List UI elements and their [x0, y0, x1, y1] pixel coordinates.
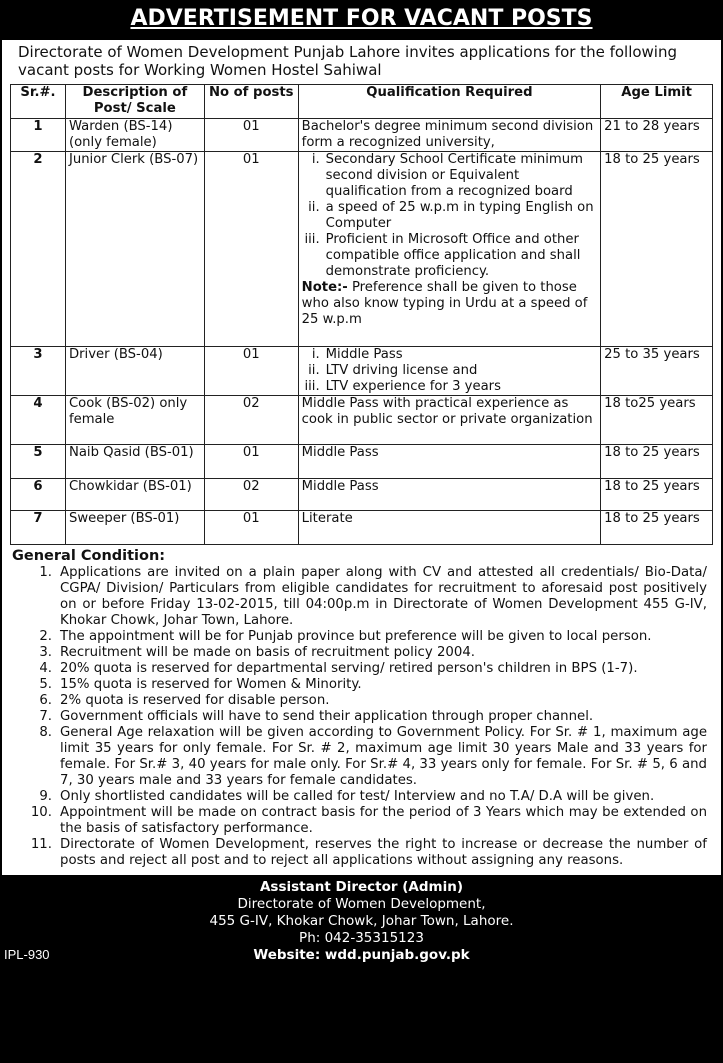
qualification-text: Bachelor's degree minimum second division form a recognized university, [301, 119, 594, 150]
item-number: i. [311, 347, 320, 362]
post-description: Naib Qasid (BS-01) [65, 445, 204, 479]
conditions-list [10, 565, 713, 869]
footer-band [0, 875, 723, 968]
post-description: Cook (BS-02) only female [65, 396, 204, 445]
column-header: Description of Post/ Scale [65, 85, 204, 119]
condition-item [10, 725, 707, 789]
qualification-text: Middle Pass [301, 479, 379, 494]
age-limit: 18 to 25 years [601, 445, 713, 479]
qualification-item [302, 200, 597, 232]
item-text: a speed of 25 w.p.m in typing English on Computer [325, 200, 594, 231]
condition-item [10, 709, 707, 725]
table-row [11, 347, 713, 396]
age-limit: 21 to 28 years [601, 119, 713, 152]
designation: Assistant Director (Admin) [259, 879, 463, 895]
intro-text: Directorate of Women Development Punjab Lahore invites applications for the following vacant posts for Working Women Hostel Sahiwal [18, 43, 678, 79]
item-text: Middle Pass [325, 347, 403, 362]
qualification-list [302, 152, 597, 280]
number-of-posts: 01 [204, 445, 298, 479]
condition-text: The appointment will be for Punjab province but preference will be given to local person. [60, 629, 652, 644]
number-of-posts: 02 [204, 396, 298, 445]
qualification-list [302, 347, 597, 395]
qualification-text: Middle Pass with practical experience as cook in public sector or private organization [301, 396, 593, 427]
qualification [298, 396, 600, 445]
condition-text: 2% quota is reserved for disable person. [60, 693, 330, 708]
qualification-text: Middle Pass [301, 445, 379, 460]
item-text: Secondary School Certificate minimum second division or Equivalent qualification from a recognized board [325, 152, 583, 199]
phone: Ph: 042-35315123 [299, 930, 424, 946]
condition-number: 5. [39, 677, 52, 692]
number-of-posts: 02 [204, 479, 298, 511]
address: 455 G-IV, Khokar Chowk, Johar Town, Lahore. [209, 913, 514, 929]
header-row [11, 85, 713, 119]
condition-item [10, 629, 707, 645]
serial-number: 1 [11, 119, 66, 152]
age-limit: 18 to 25 years [601, 511, 713, 545]
serial-number: 4 [11, 396, 66, 445]
condition-number: 6. [39, 693, 52, 708]
number-of-posts: 01 [204, 152, 298, 347]
item-number: i. [311, 152, 320, 167]
condition-text: General Age relaxation will be given according to Government Policy. For Sr. # 1, maximum age limit 35 years for only female. For Sr. # 2, maximum age limit 30 years Male and 33 years for female. For Sr.# 3, 40 years for male only. For Sr.# 4, 33 years only for female. For Sr. # 5, 6 and 7, 30 years male and 33 years for female candidates. [60, 725, 707, 788]
column-header: Sr.#. [11, 85, 66, 119]
condition-item [10, 693, 707, 709]
condition-number: 8. [39, 725, 52, 740]
condition-number: 7. [39, 709, 52, 724]
condition-number: 1. [39, 565, 52, 580]
item-number: ii. [308, 363, 320, 378]
qualification-item [302, 347, 597, 363]
note-text: Preference shall be given to those who also know typing in Urdu at a speed of 25 w.p.m [301, 280, 588, 327]
column-header: No of posts [204, 85, 298, 119]
qualification [298, 445, 600, 479]
table-row [11, 396, 713, 445]
qualification-text: Literate [301, 511, 353, 526]
qualification [298, 479, 600, 511]
condition-text: Only shortlisted candidates will be called for test/ Interview and no T.A/ D.A will be given. [60, 789, 655, 804]
general-condition-heading: General Condition: [12, 548, 166, 564]
post-description: Sweeper (BS-01) [65, 511, 204, 545]
posts-table [10, 84, 713, 545]
item-number: ii. [308, 200, 320, 215]
condition-number: 3. [39, 645, 52, 660]
condition-item [10, 789, 707, 805]
age-limit: 18 to25 years [601, 396, 713, 445]
table-row [11, 152, 713, 347]
condition-text: Recruitment will be made on basis of recruitment policy 2004. [60, 645, 476, 660]
qualification-item [302, 152, 597, 200]
serial-number: 7 [11, 511, 66, 545]
condition-number: 11. [30, 837, 52, 852]
table-row [11, 119, 713, 152]
qualification [298, 511, 600, 545]
item-text: LTV experience for 3 years [325, 379, 501, 394]
condition-item [10, 645, 707, 661]
item-text: Proficient in Microsoft Office and other compatible office application and shall demonstrate proficiency. [325, 232, 581, 279]
column-header: Age Limit [601, 85, 713, 119]
number-of-posts: 01 [204, 511, 298, 545]
condition-item [10, 805, 707, 837]
number-of-posts: 01 [204, 347, 298, 396]
condition-item [10, 677, 707, 693]
item-number: iii. [304, 379, 320, 394]
post-description: Driver (BS-04) [65, 347, 204, 396]
condition-item [10, 565, 707, 629]
condition-text: Government officials will have to send their application through proper channel. [60, 709, 594, 724]
post-description: Junior Clerk (BS-07) [65, 152, 204, 347]
signature-block [0, 879, 723, 964]
condition-item [10, 661, 707, 677]
note-label: Note:- [301, 280, 348, 295]
column-header: Qualification Required [298, 85, 600, 119]
serial-number: 6 [11, 479, 66, 511]
table-row [11, 445, 713, 479]
qualification [298, 347, 600, 396]
age-limit: 18 to 25 years [601, 479, 713, 511]
condition-text: Appointment will be made on contract basis for the period of 3 Years which may be extended on the basis of satisfactory performance. [60, 805, 707, 836]
serial-number: 3 [11, 347, 66, 396]
item-number: iii. [304, 232, 320, 247]
table-row [11, 511, 713, 545]
qualification-item [302, 232, 597, 280]
note [302, 280, 597, 328]
condition-number: 4. [39, 661, 52, 676]
post-description: Warden (BS-14) (only female) [65, 119, 204, 152]
condition-text: 15% quota is reserved for Women & Minority. [60, 677, 362, 692]
website: Website: wdd.punjab.gov.pk [253, 947, 470, 963]
age-limit: 25 to 35 years [601, 347, 713, 396]
qualification [298, 152, 600, 347]
number-of-posts: 01 [204, 119, 298, 152]
qualification-item [302, 363, 597, 379]
condition-text: Directorate of Women Development, reserves the right to increase or decrease the number of posts and reject all post and to reject all applications without assigning any reasons. [60, 837, 707, 868]
condition-text: 20% quota is reserved for departmental serving/ retired person's children in BPS (1-7). [60, 661, 638, 676]
organization: Directorate of Women Development, [237, 896, 486, 912]
condition-text: Applications are invited on a plain paper along with CV and attested all credentials/ Bio-Data/ CGPA/ Division/ Particulars from eligible candidates for recruitment to aforesaid post positively on or before Friday 13-02-2015, till 04:00p.m in Directorate of Women Development 455 G-IV, Khokar Chowk, Johar Town, Lahore. [60, 565, 707, 628]
table-row [11, 479, 713, 511]
condition-number: 10. [30, 805, 52, 820]
condition-number: 9. [39, 789, 52, 804]
ad-title: ADVERTISEMENT FOR VACANT POSTS [130, 6, 593, 31]
post-description: Chowkidar (BS-01) [65, 479, 204, 511]
condition-item [10, 837, 707, 869]
item-text: LTV driving license and [325, 363, 478, 378]
qualification-item [302, 379, 597, 395]
serial-number: 5 [11, 445, 66, 479]
serial-number: 2 [11, 152, 66, 347]
ipl-number: IPL-930 [4, 947, 50, 962]
age-limit: 18 to 25 years [601, 152, 713, 347]
condition-number: 2. [39, 629, 52, 644]
qualification [298, 119, 600, 152]
ad-body [2, 40, 721, 875]
